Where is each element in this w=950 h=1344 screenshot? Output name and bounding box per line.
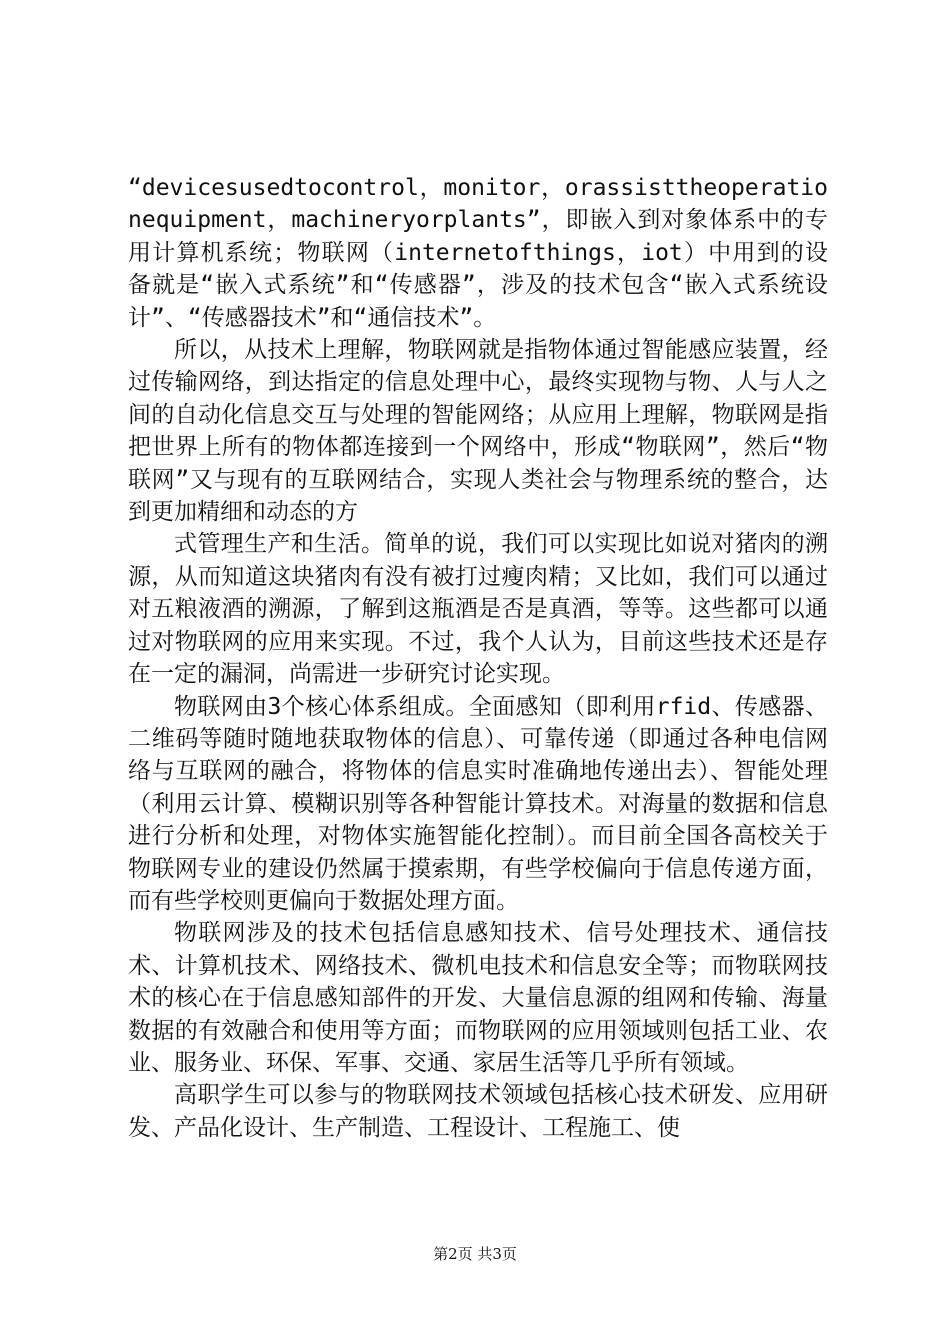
paragraph-1: “devicesusedtocontrol，monitor，orassisttheoperationequipment，machineryorplants”，即嵌入到对象体系中的专用计算机系统；物联网（internetofthings，iot）中用到的设备就是“嵌入式系统”和“传感器”，涉及的技术包含“嵌入式系统设计”、“传感器技术”和“通信技术”。: [128, 175, 828, 331]
paragraph-3: 式管理生产和生活。简单的说，我们可以实现比如说对猪肉的溯源，从而知道这块猪肉有没有被打过瘦肉精；又比如，我们可以通过对五粮液酒的溯源，了解到这瓶酒是否是真酒，等等。这些都可以通过对物联网的应用来实现。不过，我个人认为，目前这些技术还是存在一定的漏洞，尚需进一步研究讨论实现。: [128, 531, 828, 688]
paragraph-2: 所以，从技术上理解，物联网就是指物体通过智能感应装置，经过传输网络，到达指定的信息处理中心，最终实现物与物、人与人之间的自动化信息交互与处理的智能网络；从应用上理解，物联网是指把世界上所有的物体都连接到一个网络中，形成“物联网”，然后“物联网”又与现有的互联网结合，实现人类社会与物理系统的整合，达到更加精细和动态的方: [128, 337, 828, 526]
page-number-footer: 第2页 共3页: [433, 1245, 517, 1263]
paragraph-5: 物联网涉及的技术包括信息感知技术、信号处理技术、通信技术、计算机技术、网络技术、微机电技术和信息安全等；而物联网技术的核心在于信息感知部件的开发、大量信息源的组网和传输、海量数据的有效融合和使用等方面；而物联网的应用领域则包括工业、农业、服务业、环保、军事、交通、家居生活等几乎所有领域。: [128, 920, 828, 1076]
paragraph-6: 高职学生可以参与的物联网技术领域包括核心技术研发、应用研发、产品化设计、生产制造、工程设计、工程施工、使: [128, 1082, 828, 1141]
paragraph-4: 物联网由3个核心体系组成。全面感知（即利用rfid、传感器、二维码等随时随地获取物体的信息）、可靠传递（即通过各种电信网络与互联网的融合，将物体的信息实时准确地传递出去）、智能处理（利用云计算、模糊识别等各种智能计算技术。对海量的数据和信息进行分析和处理，对物体实施智能化控制）。而目前全国各高校关于物联网专业的建设仍然属于摸索期，有些学校偏向于信息传递方面，而有些学校则更偏向于数据处理方面。: [128, 693, 828, 914]
document-body: [128, 172, 828, 1144]
